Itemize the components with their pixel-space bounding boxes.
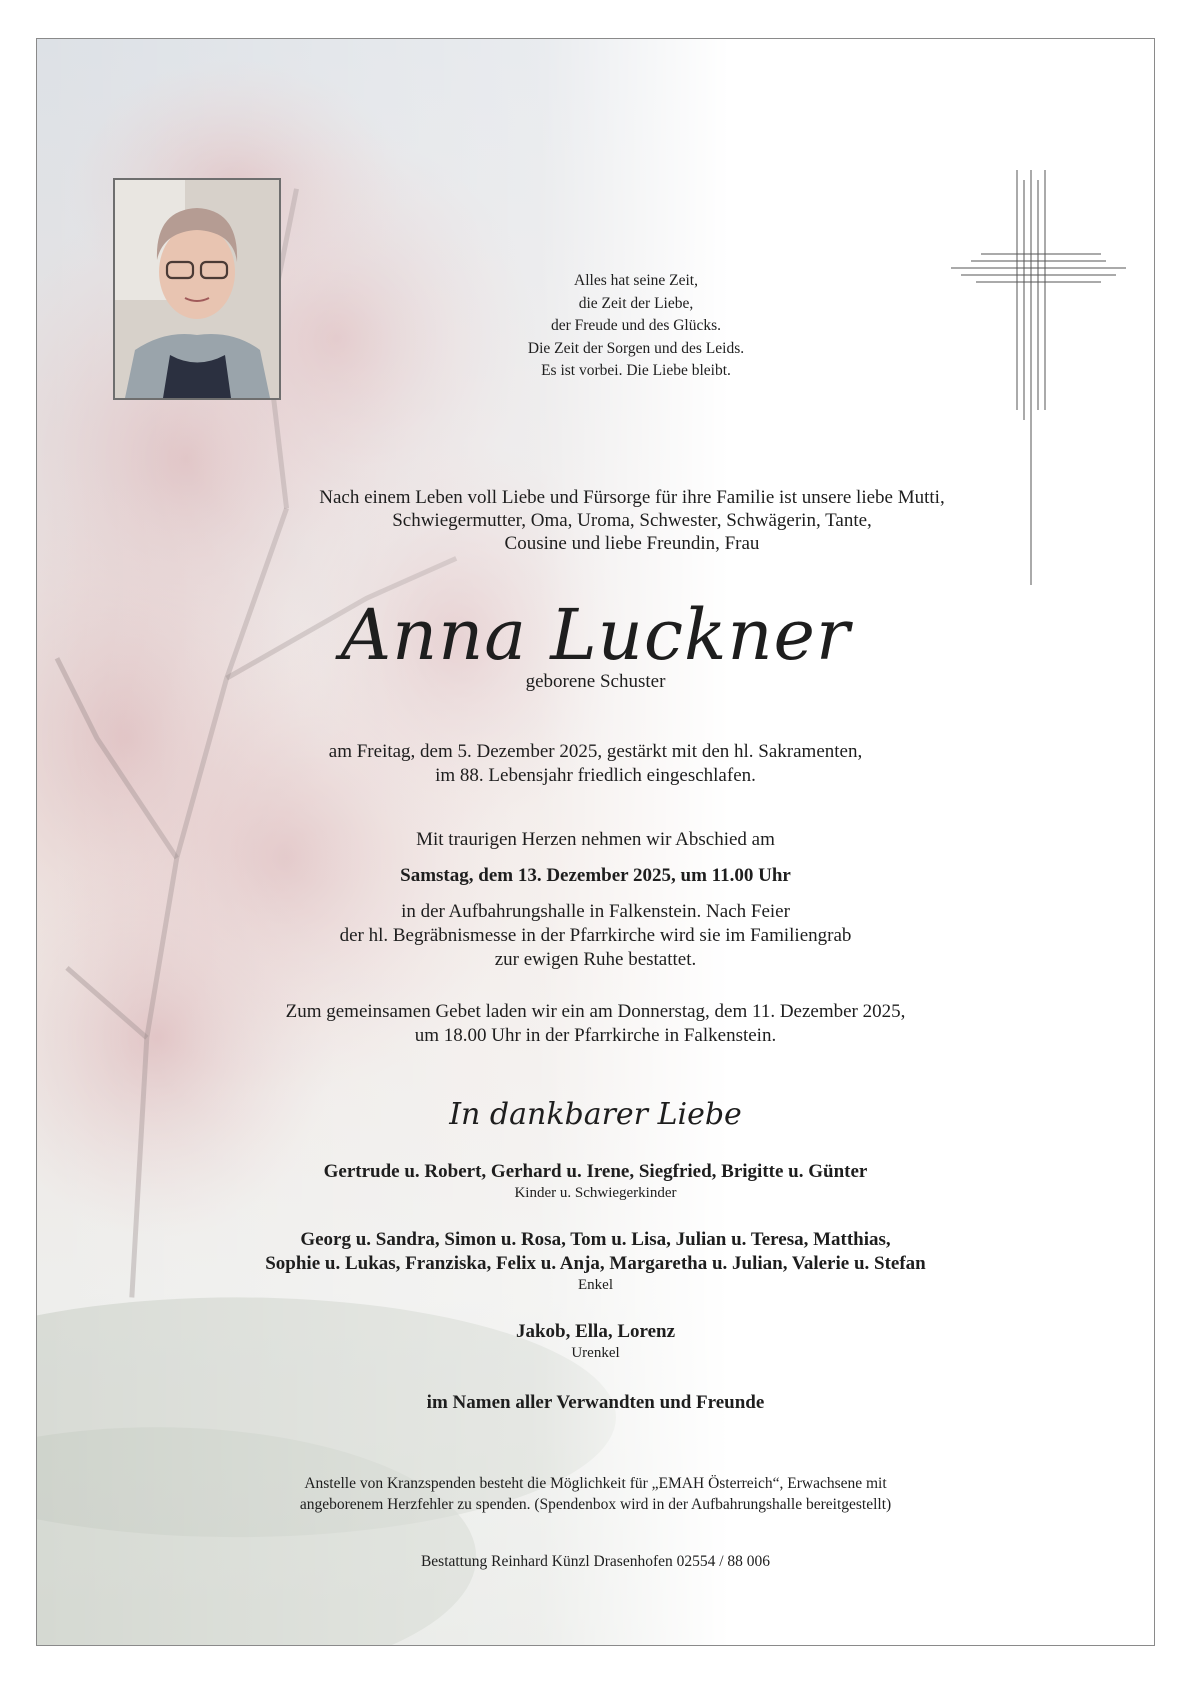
mourner-role: Urenkel	[571, 1345, 620, 1361]
death-line: im 88. Lebensjahr friedlich eingeschlafen.	[435, 765, 756, 786]
mourner-names: Sophie u. Lukas, Franziska, Felix u. Anja, Margaretha u. Julian, Valerie u. Stefan	[265, 1253, 926, 1274]
intro-line: Nach einem Leben voll Liebe und Fürsorge für ihre Familie ist unsere liebe Mutti,	[319, 487, 945, 508]
place-line: zur ewigen Ruhe bestattet.	[494, 949, 697, 970]
mourners-closing: im Namen aller Verwandten und Freunde	[426, 1392, 765, 1413]
obituary-card	[36, 38, 1155, 1646]
death-notice	[37, 740, 1154, 788]
mourner-group-grandchildren	[37, 1228, 1154, 1295]
mourner-names: Georg u. Sandra, Simon u. Rosa, Tom u. Lisa, Julian u. Teresa, Matthias,	[300, 1229, 891, 1250]
poem-line: Es ist vorbei. Die Liebe bleibt.	[541, 362, 731, 379]
poem	[375, 270, 897, 383]
poem-line: die Zeit der Liebe,	[578, 294, 694, 312]
intro-line: Schwiegermutter, Oma, Uroma, Schwester, Schwägerin, Tante,	[392, 510, 872, 531]
poem-line: Die Zeit der Sorgen und des Leids.	[527, 339, 745, 357]
intro-line: Cousine und liebe Freundin, Frau	[504, 533, 760, 554]
mourner-role: Enkel	[578, 1277, 613, 1293]
place-line: in der Aufbahrungshalle in Falkenstein. Nach Feier	[401, 901, 790, 922]
prayer-line: um 18.00 Uhr in der Pfarrkirche in Falkenstein.	[414, 1025, 777, 1046]
mourner-names: Jakob, Ella, Lorenz	[515, 1321, 676, 1342]
mourner-role: Kinder u. Schwiegerkinder	[514, 1185, 677, 1201]
poem-line: der Freude und des Glücks.	[550, 317, 722, 334]
undertaker-info: Bestattung Reinhard Künzl Drasenhofen 02554 / 88 006	[420, 1553, 771, 1570]
funeral-date: Samstag, dem 13. Dezember 2025, um 11.00 Uhr	[400, 865, 791, 886]
prayer-line: Zum gemeinsamen Gebet laden wir ein am Donnerstag, dem 11. Dezember 2025,	[285, 1001, 906, 1022]
maiden-name: geborene Schuster	[525, 671, 666, 692]
donation-note	[37, 1473, 1154, 1515]
intro-text	[157, 486, 1107, 555]
donation-line: Anstelle von Kranzspenden besteht die Möglichkeit für „EMAH Österreich“, Erwachsene mit	[304, 1475, 887, 1492]
place-line: der hl. Begräbnismesse in der Pfarrkirche wird sie im Familiengrab	[339, 925, 852, 946]
mourner-group-children	[37, 1160, 1154, 1203]
prayer-invitation	[37, 1000, 1154, 1048]
donation-line: angeborenem Herzfehler zu spenden. (Spendenbox wird in der Aufbahrungshalle bereitgestellt)	[299, 1496, 892, 1513]
mourner-names: Gertrude u. Robert, Gerhard u. Irene, Siegfried, Brigitte u. Günter	[323, 1161, 868, 1182]
funeral-place	[37, 900, 1154, 972]
farewell-text: Mit traurigen Herzen nehmen wir Abschied am	[416, 829, 775, 850]
death-line: am Freitag, dem 5. Dezember 2025, gestärkt mit den hl. Sakramenten,	[328, 741, 863, 762]
poem-line: Alles hat seine Zeit,	[574, 272, 698, 289]
portrait-image	[115, 180, 279, 398]
mourners-heading: In dankbarer Liebe	[449, 1097, 742, 1132]
portrait-photo	[113, 178, 281, 400]
deceased-name: Anna Luckner	[340, 594, 851, 676]
mourner-group-great-grandchildren	[37, 1320, 1154, 1363]
